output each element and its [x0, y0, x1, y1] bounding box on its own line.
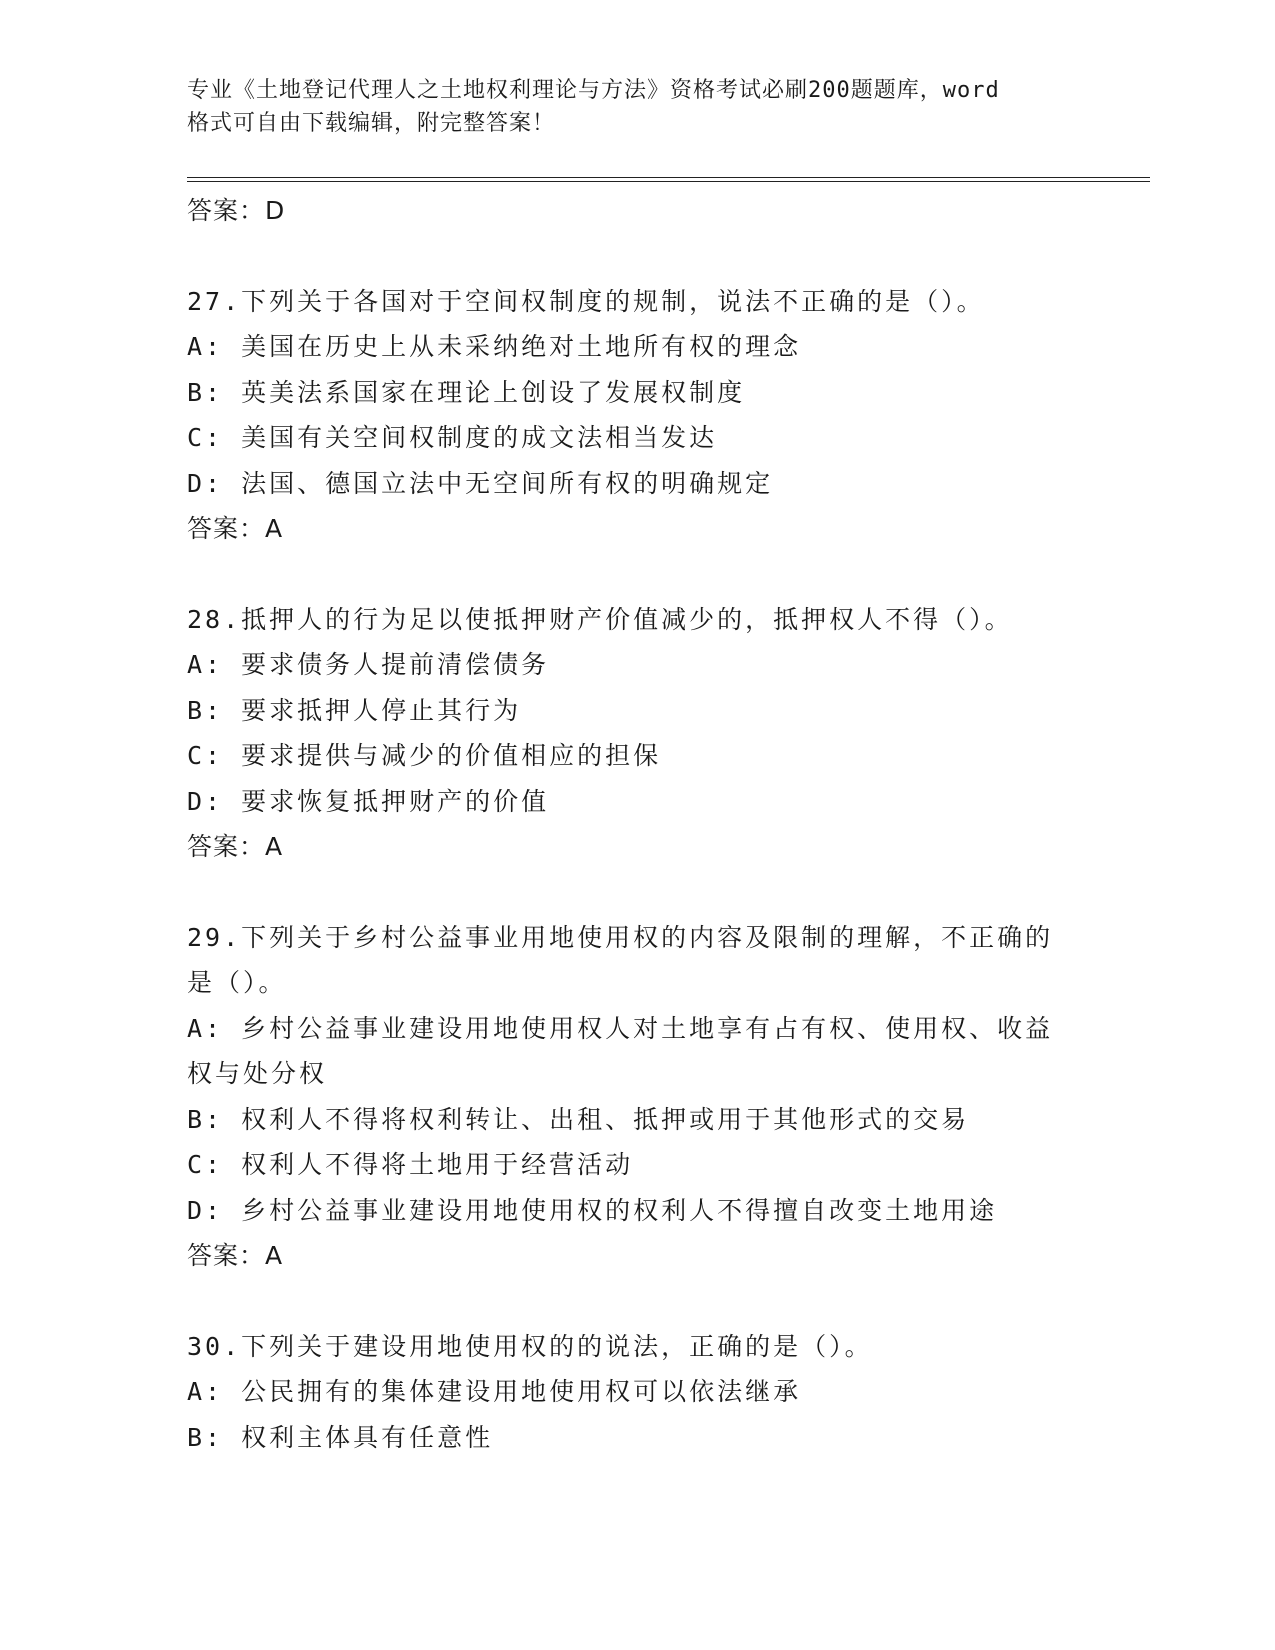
header-divider [187, 177, 1150, 182]
question-stem: 27.下列关于各国对于空间权制度的规制，说法不正确的是（）。 [187, 286, 985, 316]
option-b: B: 权利主体具有任意性 [187, 1422, 494, 1452]
question-stem: 30.下列关于建设用地使用权的的说法，正确的是（）。 [187, 1331, 873, 1361]
option-a: A: 美国在历史上从未采纳绝对土地所有权的理念 [187, 332, 802, 361]
document-header [187, 74, 1087, 140]
option-b: B: 要求抵押人停止其行为 [187, 695, 522, 725]
option-d: D: 要求恢复抵押财产的价值 [187, 786, 550, 816]
option-b: B: 英美法系国家在理论上创设了发展权制度 [187, 377, 746, 407]
option-a-continued: 权与处分权 [187, 1059, 328, 1088]
question-stem: 28.抵押人的行为足以使抵押财产价值减少的，抵押权人不得（）。 [187, 604, 1013, 634]
option-a: A: 公民拥有的集体建设用地使用权可以依法继承 [187, 1377, 802, 1406]
option-a: A: 要求债务人提前清偿债务 [187, 650, 550, 679]
question-30 [187, 1324, 1087, 1461]
spacer [187, 552, 1087, 597]
answer: 答案：A [187, 1241, 284, 1270]
answer: 答案：A [187, 832, 284, 861]
spacer [187, 870, 1087, 915]
option-b: B: 权利人不得将权利转让、出租、抵押或用于其他形式的交易 [187, 1104, 970, 1134]
header-line-1: 专业《土地登记代理人之土地权利理论与方法》资格考试必刷200题题库，word [187, 78, 1000, 103]
question-27 [187, 279, 1087, 552]
answer: 答案：A [187, 514, 284, 543]
question-content [187, 188, 1087, 1460]
spacer [187, 1279, 1087, 1324]
option-c: C: 权利人不得将土地用于经营活动 [187, 1150, 634, 1179]
header-line-2: 格式可自由下载编辑，附完整答案！ [187, 111, 556, 136]
spacer [187, 234, 1087, 279]
option-c: C: 美国有关空间权制度的成文法相当发达 [187, 423, 718, 452]
question-stem: 29.下列关于乡村公益事业用地使用权的内容及限制的理解，不正确的 [187, 922, 1054, 952]
question-29 [187, 915, 1087, 1279]
question-28 [187, 597, 1087, 870]
option-a: A: 乡村公益事业建设用地使用权人对土地享有占有权、使用权、收益 [187, 1013, 1054, 1043]
option-c: C: 要求提供与减少的价值相应的担保 [187, 741, 662, 770]
question-stem-continued: 是（）。 [187, 968, 287, 997]
option-d: D: 法国、德国立法中无空间所有权的明确规定 [187, 468, 774, 498]
answer-previous: 答案：D [187, 196, 286, 225]
option-d: D: 乡村公益事业建设用地使用权的权利人不得擅自改变土地用途 [187, 1195, 998, 1225]
